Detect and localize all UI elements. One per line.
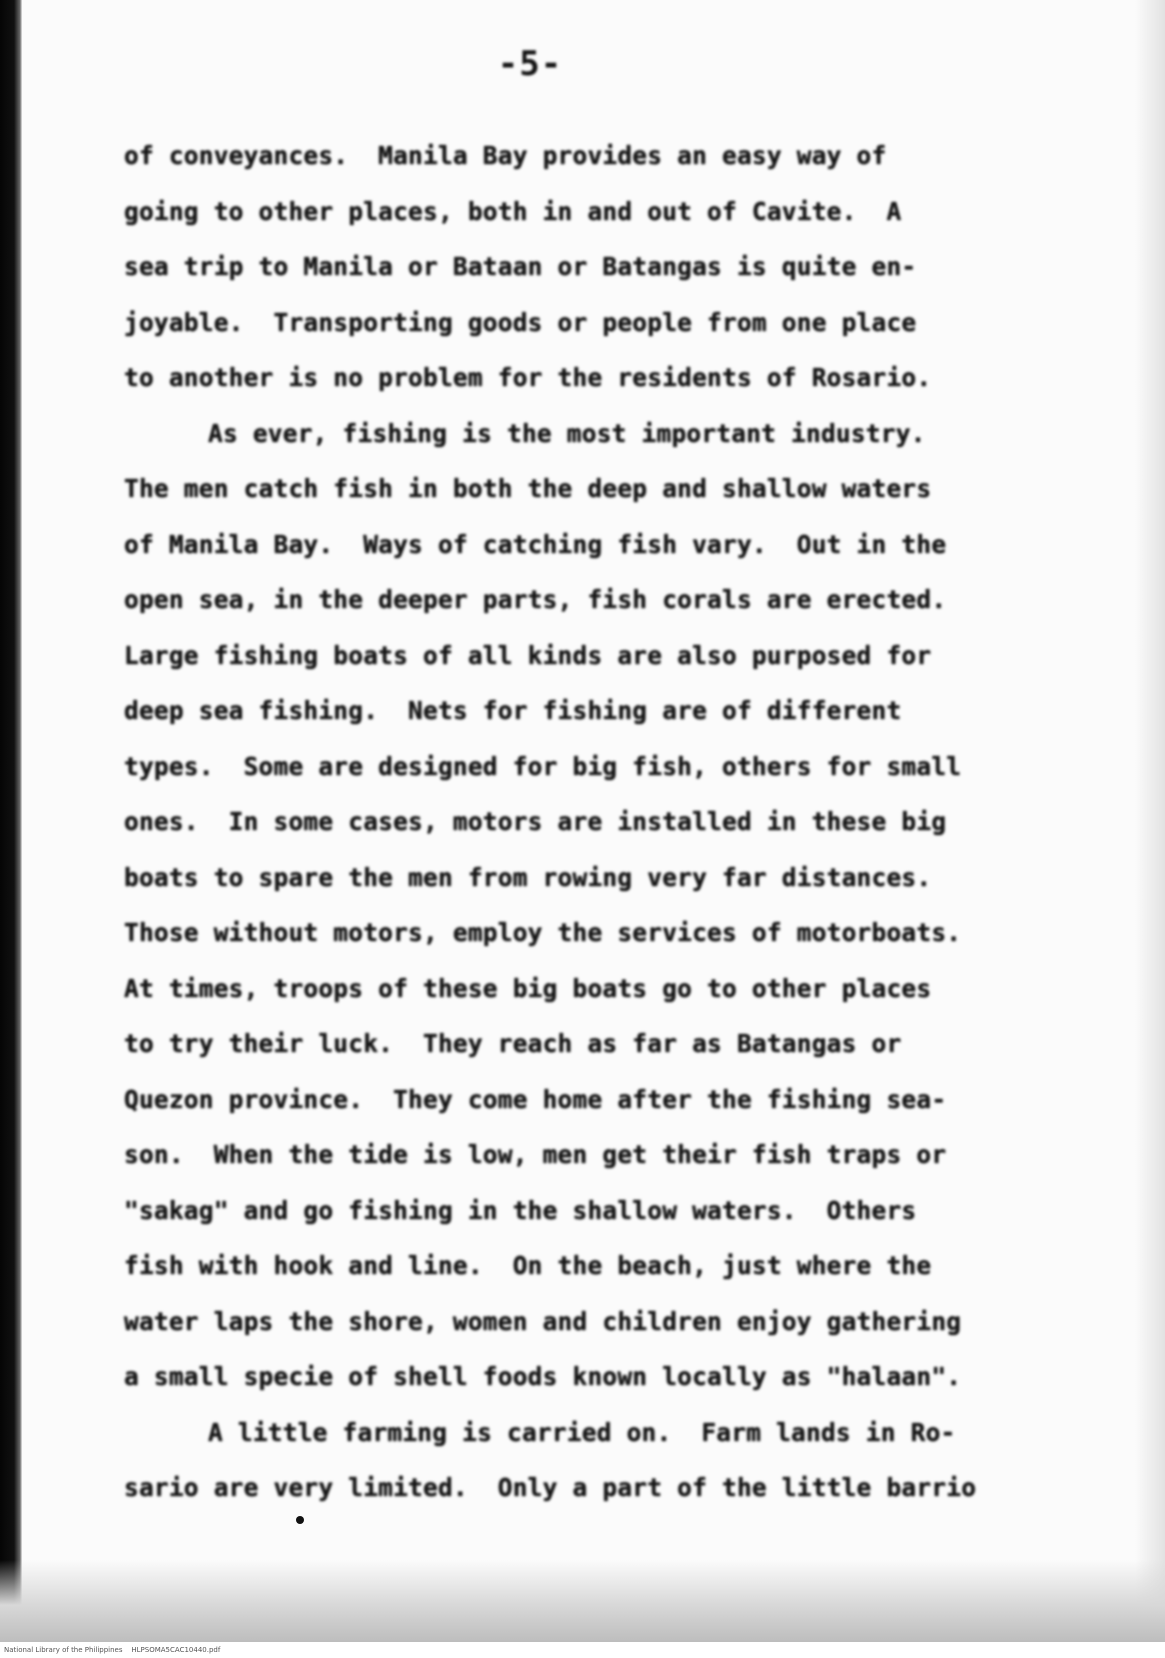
text-line: open sea, in the deeper parts, fish corals are erected.: [124, 585, 947, 614]
text-line: At times, troops of these big boats go to other places: [124, 973, 932, 1003]
text-line: Those without motors, employ the services of motorboats.: [124, 918, 962, 947]
right-edge-shadow: [1135, 0, 1165, 1658]
text-line: sea trip to Manila or Bataan or Batangas is quite en-: [124, 252, 917, 281]
text-line: going to other places, both in and out of Cavite. A: [124, 196, 902, 226]
text-line: son. When the tide is low, men get their fish traps or: [124, 1140, 947, 1169]
text-line: The men catch fish in both the deep and shallow waters: [124, 474, 932, 503]
text-line: a small specie of shell foods known locally as "halaan".: [124, 1362, 962, 1391]
text-line-paragraph-start: As ever, fishing is the most important industry.: [208, 418, 926, 448]
body-text: [124, 128, 1044, 1516]
text-line: sario are very limited. Only a part of the little barrio: [124, 1473, 977, 1502]
text-line: Large fishing boats of all kinds are also purposed for: [124, 640, 932, 670]
text-line: "sakag" and go fishing in the shallow waters. Others: [124, 1195, 917, 1225]
bottom-edge-shadow: [0, 1560, 1165, 1642]
text-line: deep sea fishing. Nets for fishing are of different: [124, 696, 902, 725]
text-line: to another is no problem for the residents of Rosario.: [124, 363, 932, 392]
ink-dot-mark: [296, 1516, 304, 1524]
text-line: of conveyances. Manila Bay provides an easy way of: [124, 141, 887, 170]
text-line: boats to spare the men from rowing very far distances.: [124, 862, 932, 892]
page-number: -5-: [497, 44, 563, 84]
text-line: types. Some are designed for big fish, others for small: [124, 751, 962, 781]
text-line-paragraph-start: A little farming is carried on. Farm lands in Ro-: [208, 1417, 956, 1447]
text-line: of Manila Bay. Ways of catching fish vary. Out in the: [124, 529, 947, 559]
text-line: to try their luck. They reach as far as Batangas or: [124, 1029, 902, 1058]
binding-edge-shadow: [0, 0, 22, 1658]
text-line: joyable. Transporting goods or people from one place: [124, 307, 917, 337]
text-line: ones. In some cases, motors are installed in these big: [124, 807, 947, 836]
text-line: Quezon province. They come home after the fishing sea-: [124, 1084, 947, 1114]
text-line: water laps the shore, women and children enjoy gathering: [124, 1306, 962, 1336]
text-line: fish with hook and line. On the beach, just where the: [124, 1251, 932, 1280]
footer-source-label: National Library of the Philippines HLPSOMA5CAC10440.pdf: [4, 1646, 221, 1654]
